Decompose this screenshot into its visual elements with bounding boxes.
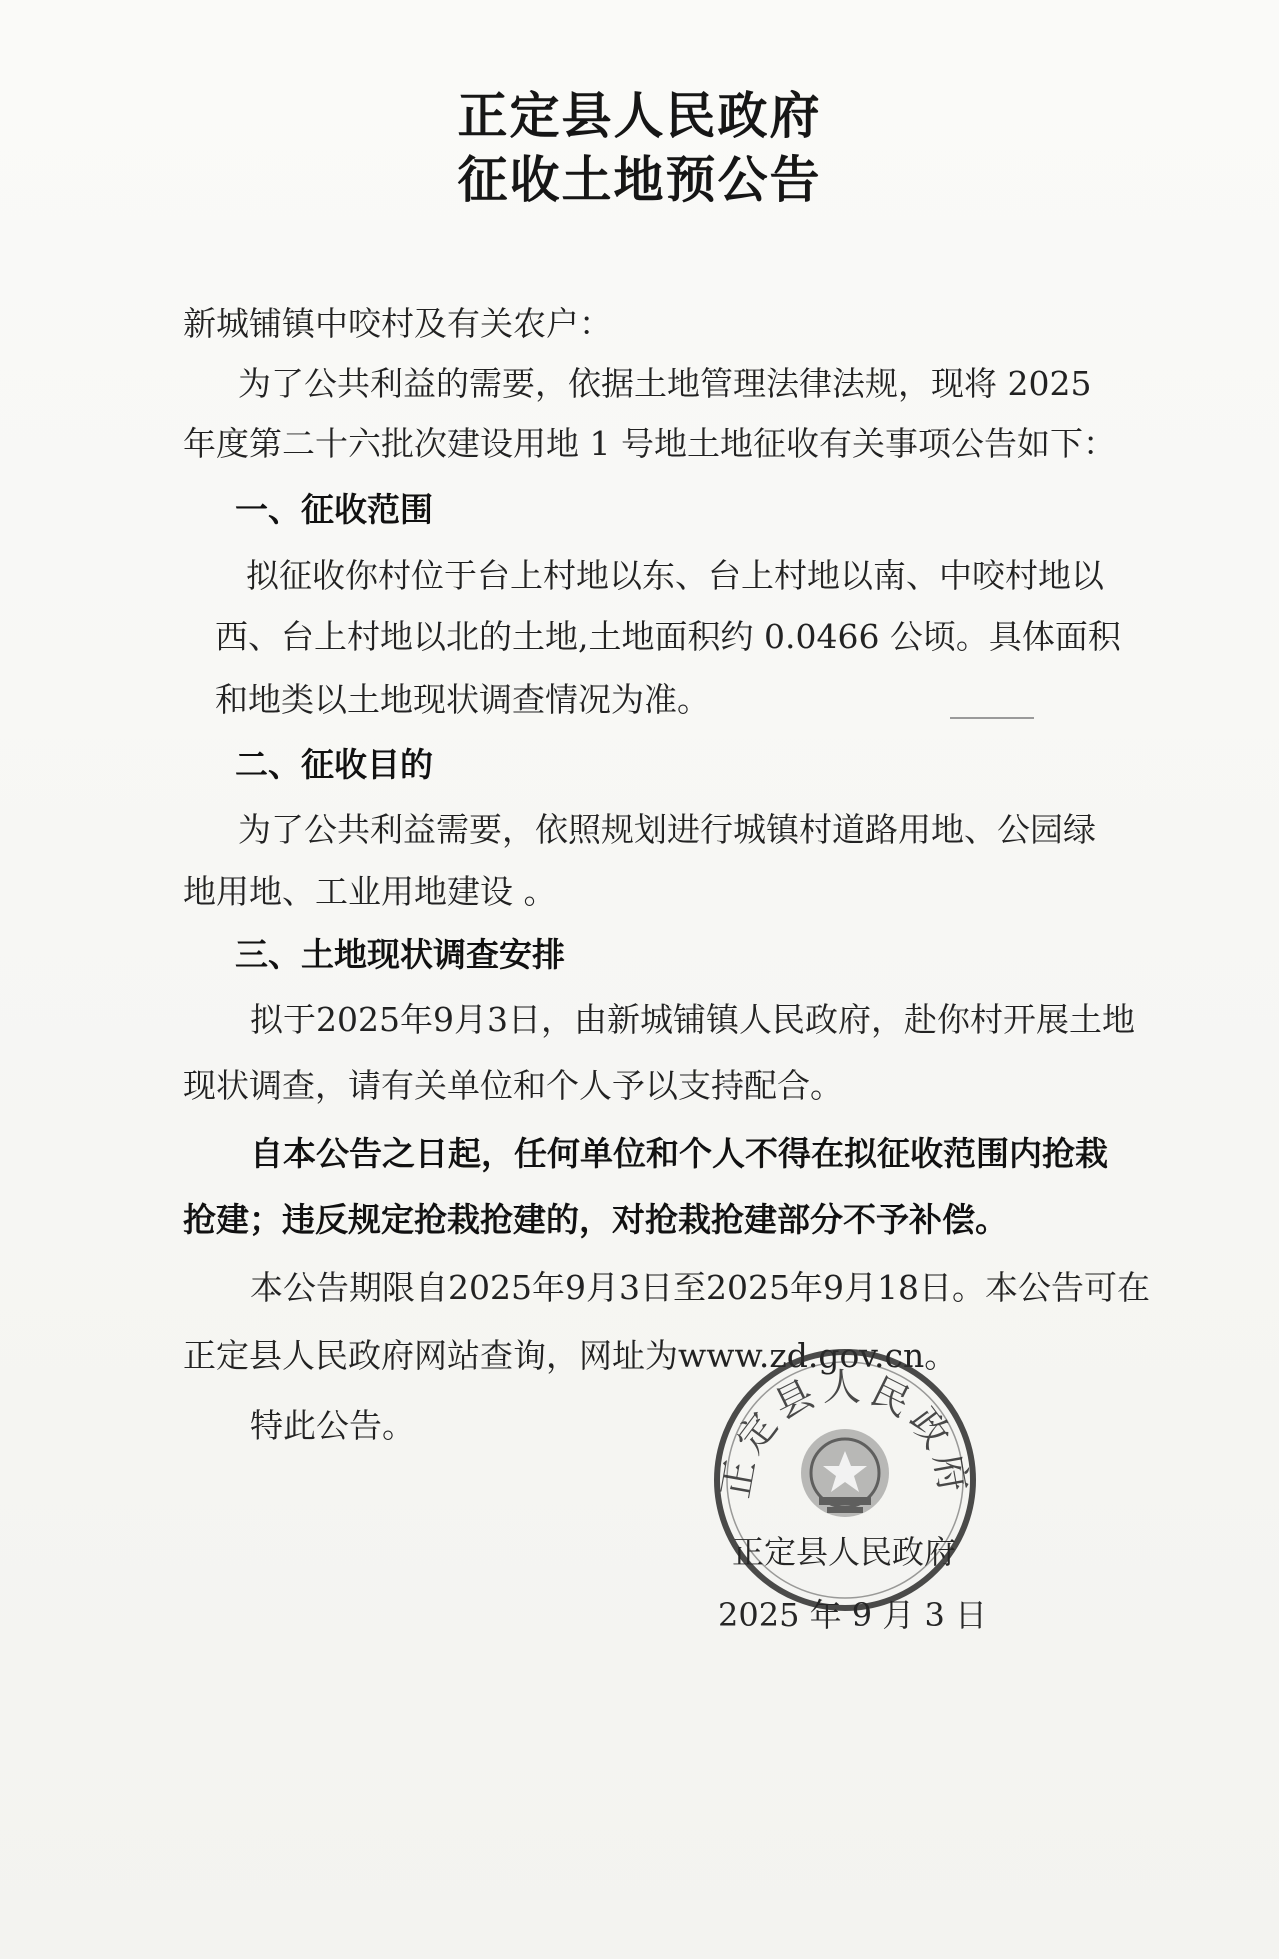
intro-line: 为了公共利益的需要，依据土地管理法律法规，现将 2025 [238, 364, 1092, 403]
issue-date: 2025 年 9 月 3 日 [718, 1596, 988, 1634]
period-line: 正定县人民政府网站查询，网址为www.zd.gov.cn。 [183, 1336, 958, 1375]
section-line: 地用地、工业用地建设 。 [183, 872, 557, 911]
closing-line: 特此公告。 [250, 1406, 415, 1445]
salutation: 新城铺镇中咬村及有关农户： [183, 304, 612, 343]
warning-line: 自本公告之日起，任何单位和个人不得在拟征收范围内抢栽 [250, 1134, 1108, 1173]
section-line: 西、台上村地以北的土地,土地面积约 0.0466 公顷。具体面积 [215, 617, 1121, 656]
section-heading-survey: 三、土地现状调查安排 [235, 935, 565, 974]
document-subtitle: 征收土地预公告 [457, 150, 822, 209]
section-heading-purpose: 二、征收目的 [235, 745, 433, 784]
document-title: 正定县人民政府 [457, 86, 822, 145]
section-line: 拟征收你村位于台上村地以东、台上村地以南、中咬村地以 [246, 556, 1104, 595]
period-line: 本公告期限自2025年9月3日至2025年9月18日。本公告可在 [250, 1268, 1150, 1307]
intro-line: 年度第二十六批次建设用地 1 号地土地征收有关事项公告如下： [183, 424, 1116, 463]
warning-line: 抢建；违反规定抢栽抢建的，对抢栽抢建部分不予补偿。 [183, 1200, 1008, 1239]
section-line: 现状调查，请有关单位和个人予以支持配合。 [183, 1066, 843, 1105]
svg-text:正定县人民政府: 正定县人民政府 [713, 1365, 977, 1502]
section-line: 拟于2025年9月3日，由新城铺镇人民政府，赴你村开展土地 [250, 1000, 1135, 1039]
section-line: 和地类以土地现状调查情况为准。 [215, 680, 710, 719]
issuer-name: 正定县人民政府 [732, 1533, 957, 1571]
section-line: 为了公共利益需要，依照规划进行城镇村道路用地、公园绿 [238, 810, 1096, 849]
official-seal-icon [710, 1345, 980, 1615]
divider-rule [950, 717, 1034, 719]
section-heading-scope: 一、征收范围 [235, 490, 433, 529]
